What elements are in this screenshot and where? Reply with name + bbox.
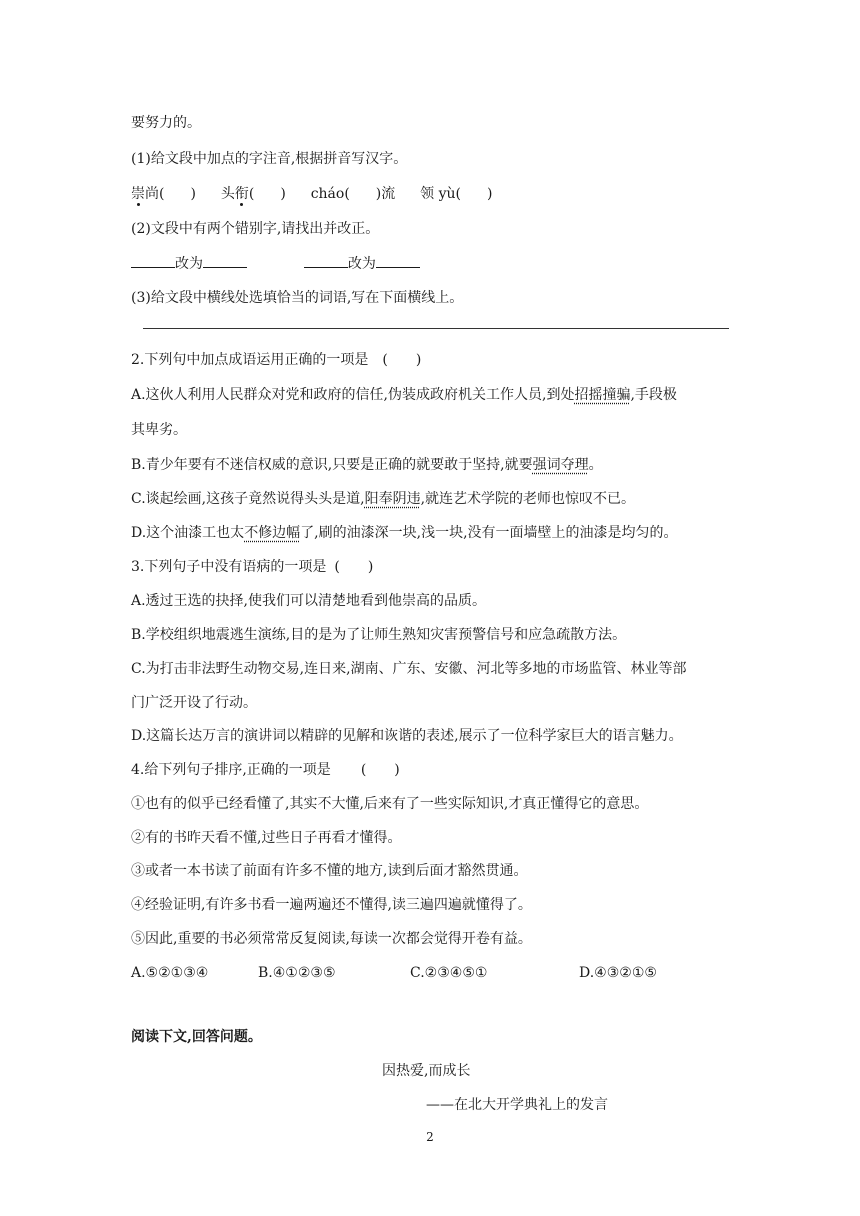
q4-sentence-5: ⑤因此,重要的书必须常常反复阅读,每读一次都会觉得开卷有益。 [131,931,532,947]
item-chaoliu: cháo( )流 [310,186,396,202]
q2-option-d: D.这个油漆工也太不修边幅了,刷的油漆深一块,浅一块,没有一面墙壁上的油漆是均匀的。 [131,525,678,541]
dotted-idiom: 不修边幅 [244,525,301,541]
item-touxian: 头衔( ) [220,186,286,202]
dotted-idiom: 阳奉阴违 [364,491,421,507]
q4-option-b: B.④①②③⑤ [258,965,336,981]
q2-option-c: C.谈起绘画,这孩子竟然说得头头是道,阳奉阴违,就连艺术学院的老师也惊叹不已。 [131,491,636,507]
q1-part1: (1)给文段中加点的字注音,根据拼音写汉字。 [131,151,408,167]
q2-option-a-line1: A.这伙人利用人民群众对党和政府的信任,伪装成政府机关工作人员,到处招摇撞骗,手段极 [131,387,677,403]
q4-sentence-3: ③或者一本书读了前面有许多不懂的地方,读到后面才豁然贯通。 [131,863,528,879]
reading-instruction: 阅读下文,回答问题。 [131,1029,262,1045]
q4-option-c: C.②③④⑤① [410,965,488,981]
q3-option-b: B.学校组织地震逃生演练,目的是为了让师生熟知灾害预警信号和应急疏散方法。 [131,627,627,643]
previous-text-fragment: 要努力的。 [131,115,201,131]
reading-title: 因热爱,而成长 [382,1063,471,1079]
q4-option-a: A.⑤②①③④ [131,965,209,981]
item-lingyu: 领 yù( ) [420,186,493,202]
q3-option-c-line1: C.为打击非法野生动物交易,连日来,湖南、广东、安徽、河北等多地的市场监管、林业等部 [131,661,687,677]
dotted-idiom: 强词夺理 [532,457,589,473]
q1-correction-blanks: 改为 改为 [131,254,420,274]
q3-option-d: D.这篇长达万言的演讲词以精辟的见解和诙谐的表述,展示了一位科学家巨大的语言魅力。 [131,728,683,744]
item-chongshang: 崇尚( ) [131,186,196,202]
q4-sentence-2: ②有的书昨天看不懂,过些日子再看才懂得。 [131,830,402,846]
q2-stem: 2.下列句中加点成语运用正确的一项是 ( ) [131,352,422,368]
answer-blank[interactable] [376,254,420,268]
q1-pinyin-items [131,184,492,204]
q1-part3: (3)给文段中横线处选填恰当的词语,写在下面横线上。 [131,290,464,306]
answer-blank[interactable] [131,254,175,268]
reading-subtitle: ——在北大开学典礼上的发言 [426,1097,608,1113]
answer-line[interactable] [143,328,729,329]
q4-option-d: D.④③②①⑤ [579,965,657,981]
q3-stem: 3.下列句子中没有语病的一项是 ( ) [131,559,374,575]
answer-blank[interactable] [304,254,348,268]
answer-blank[interactable] [203,254,247,268]
q4-sentence-1: ①也有的似乎已经看懂了,其实不大懂,后来有了一些实际知识,才真正懂得它的意思。 [131,796,649,812]
q4-stem: 4.给下列句子排序,正确的一项是 ( ) [131,762,400,778]
q1-part2: (2)文段中有两个错别字,请找出并改正。 [131,221,380,237]
q2-option-a-line2: 其卑劣。 [131,422,187,438]
page-number: 2 [426,1130,434,1144]
q2-option-b: B.青少年要有不迷信权威的意识,只要是正确的就要敢于坚持,就要强词夺理。 [131,457,603,473]
q4-sentence-4: ④经验证明,有许多书看一遍两遍还不懂得,读三遍四遍就懂得了。 [131,897,532,913]
dotted-idiom: 招摇撞骗 [574,387,631,403]
q3-option-c-line2: 门广泛开设了行动。 [131,695,257,711]
q3-option-a: A.透过王选的抉择,使我们可以清楚地看到他崇高的品质。 [131,593,487,609]
